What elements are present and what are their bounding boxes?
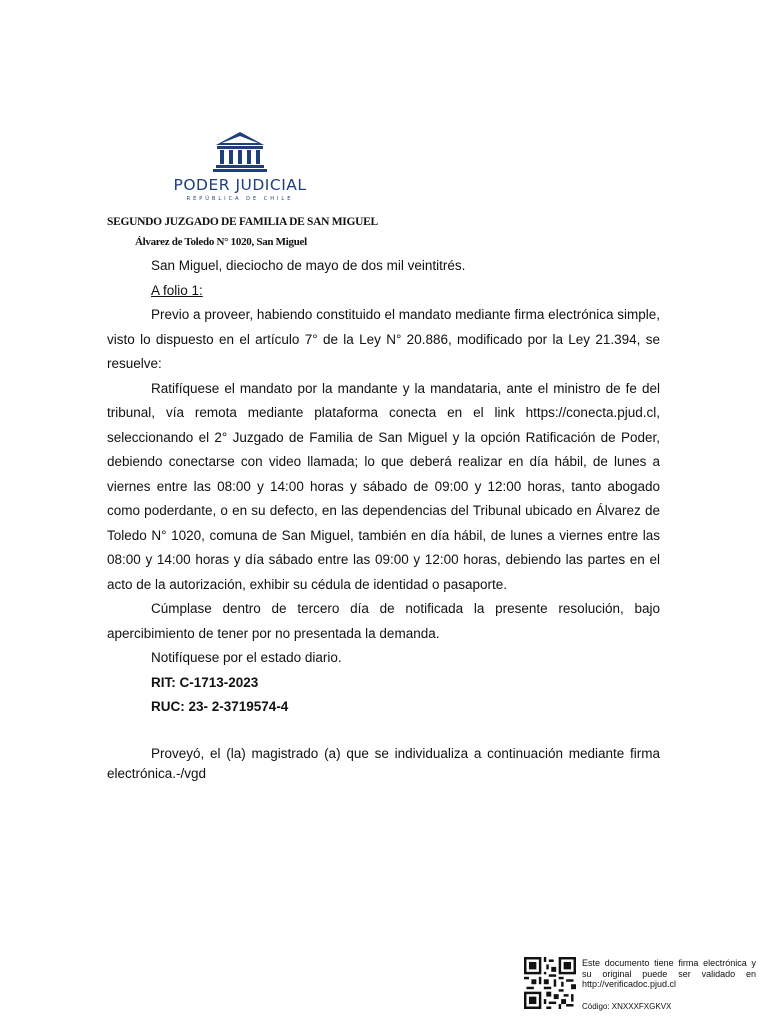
resolution-body: [107, 254, 660, 784]
closing-paragraph: Proveyó, el (la) magistrado (a) que se individualiza a continuación mediante firma electrónica.-/vgd: [107, 745, 660, 781]
ruc-line: RUC: 23- 2-3719574-4: [151, 699, 289, 714]
court-name: SEGUNDO JUZGADO DE FAMILIA DE SAN MIGUEL: [107, 216, 378, 228]
folio-line: [107, 279, 660, 304]
logo-title: PODER JUDICIAL: [173, 176, 307, 194]
date-line: San Miguel, dieciocho de mayo de dos mil veintitrés.: [151, 258, 466, 273]
court-address: Álvarez de Toledo N° 1020, San Miguel: [135, 236, 307, 248]
notify-line: Notifíquese por el estado diario.: [151, 650, 342, 665]
poder-judicial-logo: [170, 128, 310, 208]
qr-code-icon: [524, 957, 576, 1009]
signature-note: Este documento tiene firma electrónica y su original puede ser validado en http://verificadoc.pjud.cl: [582, 958, 756, 989]
courthouse-icon: [170, 128, 310, 174]
paragraph-proveer: Previo a proveer, habiendo constituido el mandato mediante firma electrónica simple, visto lo dispuesto en el artículo 7° de la Ley N° 20.886, modificado por la Ley 21.394, se resuelve:: [107, 307, 660, 371]
logo-subtitle: REPÚBLICA DE CHILE: [186, 196, 294, 202]
folio-label: A folio 1:: [151, 282, 203, 298]
paragraph-cumplase: Cúmplase dentro de tercero día de notificada la presente resolución, bajo apercibimiento de tener por no presentada la demanda.: [107, 601, 660, 641]
rit-line: RIT: C-1713-2023: [151, 674, 259, 690]
paragraph-ratificacion: Ratifíquese el mandato por la mandante y la mandataria, ante el ministro de fe del tribunal, vía remota mediante plataforma conecta en el link https://conecta.pjud.cl, seleccionando el 2° Juzgado de Familia de San Miguel y la opción Ratificación de Poder, debiendo conectarse con video llamada; lo que deberá realizar en día hábil, de lunes a viernes entre las 08:00 y 14:00 horas y sábado de 09:00 y 12:00 horas, tanto abogado como poderdante, o en su defecto, en las dependencias del Tribunal ubicado en Álvarez de Toledo N° 1020, comuna de San Miguel, también en día hábil, de lunes a viernes entre las 08:00 y 14:00 horas y día sábado entre las 09:00 y 12:00 horas, debiendo las partes en el acto de la autorización, exhibir su cédula de identidad o pasaporte.: [107, 380, 660, 592]
verification-code: Código: XNXXXFXGKVX: [582, 1002, 672, 1011]
